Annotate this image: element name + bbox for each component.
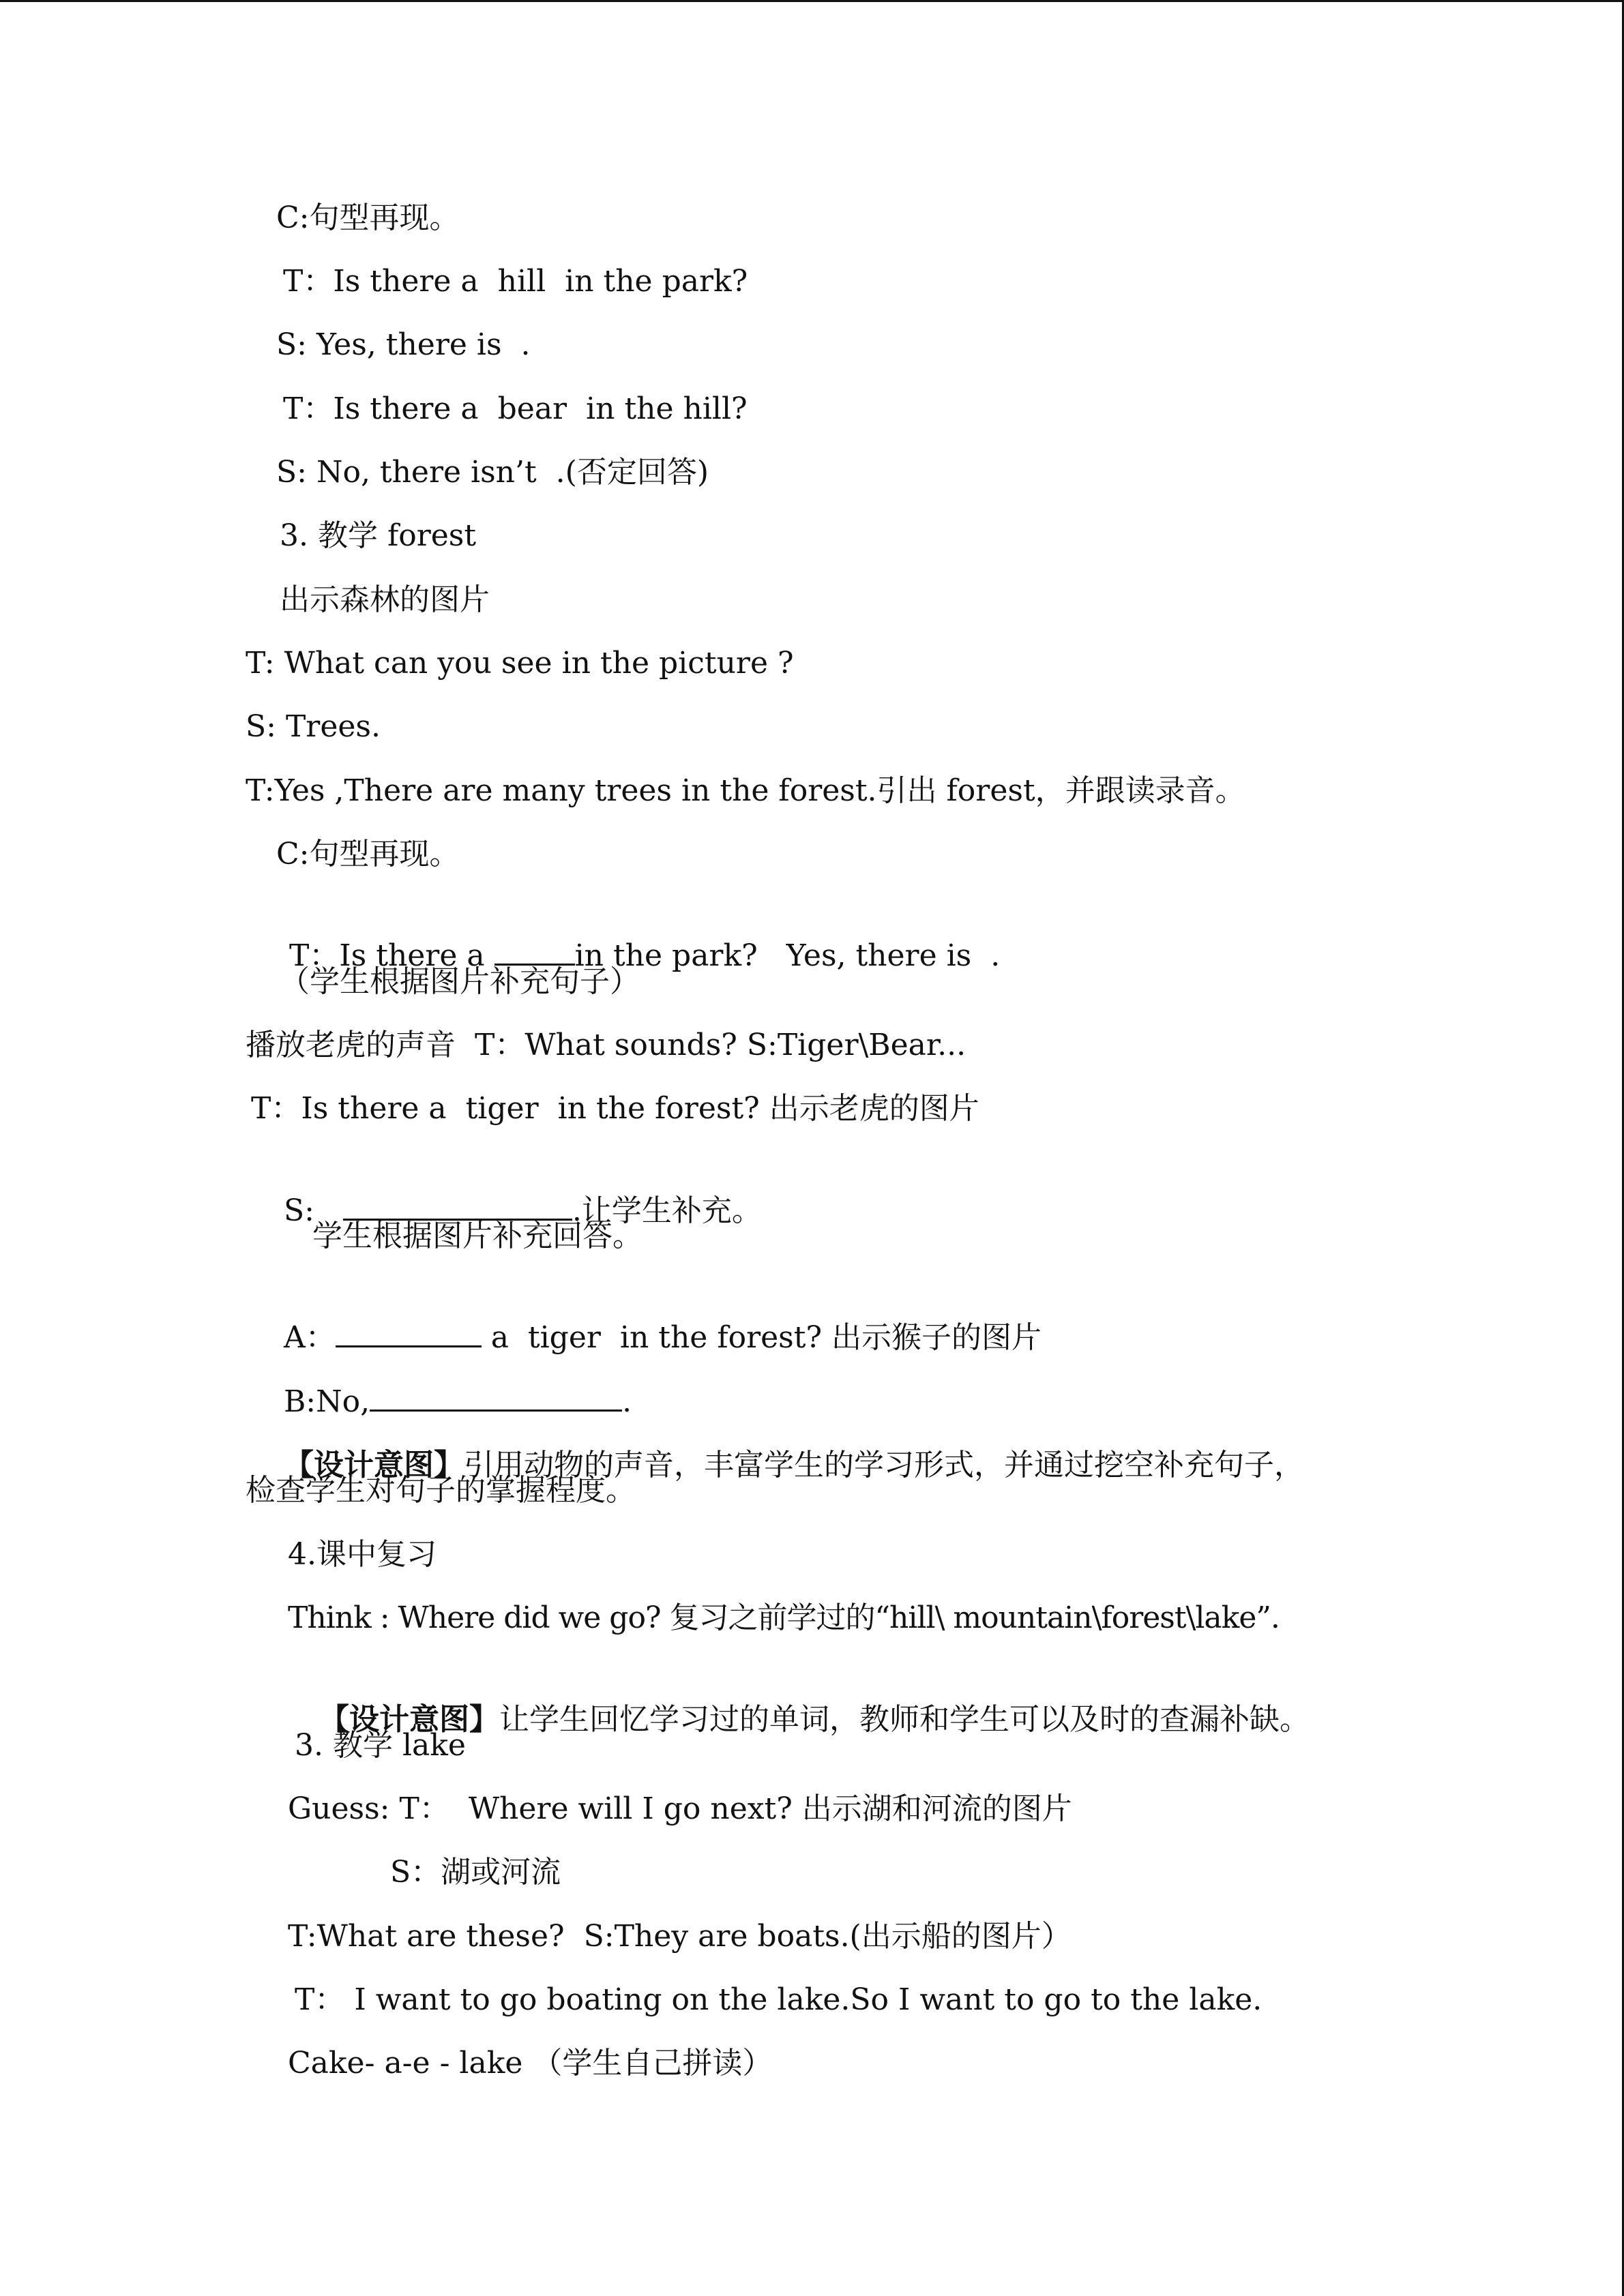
text-segment: 让学生回忆学习过的单词，教师和学生可以及时的查漏补缺。 — [499, 1702, 1310, 1737]
text-line: 播放老虎的声音 T：What sounds? S:Tiger\Bear... — [246, 1028, 966, 1062]
text-segment: a tiger in the forest? 出示猴子的图片 — [481, 1320, 1042, 1355]
text-line: T:What are these? S:They are boats.(出示船的图片） — [288, 1919, 1072, 1954]
fill-in-blank — [343, 1193, 572, 1221]
text-line: T: What can you see in the picture ? — [246, 646, 794, 681]
text-line — [246, 1408, 1304, 1482]
text-line: T:Yes ,There are many trees in the forest.引出 forest，并跟读录音。 — [246, 773, 1245, 808]
fill-in-blank — [494, 938, 575, 966]
text-line: C:句型再现。 — [276, 837, 460, 871]
text-segment: 引用动物的声音，丰富学生的学习形式，并通过挖空补充句子， — [463, 1448, 1304, 1482]
design-intent-label: 【设计意图】 — [319, 1702, 499, 1737]
text-line: 学生根据图片补充回答。 — [312, 1219, 643, 1253]
text-segment: T：Is there a — [289, 938, 494, 973]
text-line: S：湖或河流 — [390, 1855, 561, 1890]
text-line: 检查学生对句子的掌握程度。 — [246, 1473, 636, 1508]
text-line: T：Is there a hill in the park? — [283, 264, 748, 299]
text-segment: A： — [283, 1320, 336, 1355]
page-top-border — [0, 0, 1624, 2]
text-segment: in the park? Yes, there is . — [574, 938, 1001, 973]
fill-in-blank — [336, 1320, 482, 1347]
text-line: （学生根据图片补充句子） — [280, 964, 640, 999]
text-segment: S: — [283, 1193, 343, 1228]
fill-in-blank — [370, 1384, 622, 1412]
text-line: T：Is there a bear in the hill? — [283, 391, 748, 426]
text-segment: B:No, — [283, 1384, 370, 1419]
text-line: Guess: T： Where will I go next? 出示湖和河流的图片 — [288, 1791, 1072, 1826]
text-line: Cake- a-e - lake （学生自己拼读） — [288, 2046, 773, 2081]
text-line: C:句型再现。 — [276, 200, 460, 235]
text-line: T：Is there a tiger in the forest? 出示老虎的图片 — [251, 1091, 979, 1126]
text-line: S: No, there isn’t .(否定回答) — [276, 455, 709, 490]
text-line: Think : Where did we go? 复习之前学过的“hill\ mountain\forest\lake”. — [288, 1600, 1280, 1635]
text-line: 3. 教学 forest — [280, 518, 477, 553]
text-line — [246, 1345, 632, 1419]
text-line: 3. 教学 lake — [295, 1728, 466, 1763]
text-line: 出示森林的图片 — [280, 582, 490, 617]
design-intent-label: 【设计意图】 — [283, 1448, 464, 1482]
text-segment: .让学生补充。 — [572, 1193, 762, 1228]
text-line — [246, 1154, 762, 1228]
text-line: S: Yes, there is . — [276, 327, 531, 362]
text-line: 4.课中复习 — [288, 1537, 437, 1572]
text-line — [281, 1663, 1310, 1737]
text-line — [251, 899, 1001, 973]
text-line: S: Trees. — [246, 709, 381, 744]
text-line: T： I want to go boating on the lake.So I want to go to the lake. — [295, 1982, 1263, 2017]
text-segment: . — [622, 1384, 632, 1419]
text-line — [246, 1281, 1042, 1355]
